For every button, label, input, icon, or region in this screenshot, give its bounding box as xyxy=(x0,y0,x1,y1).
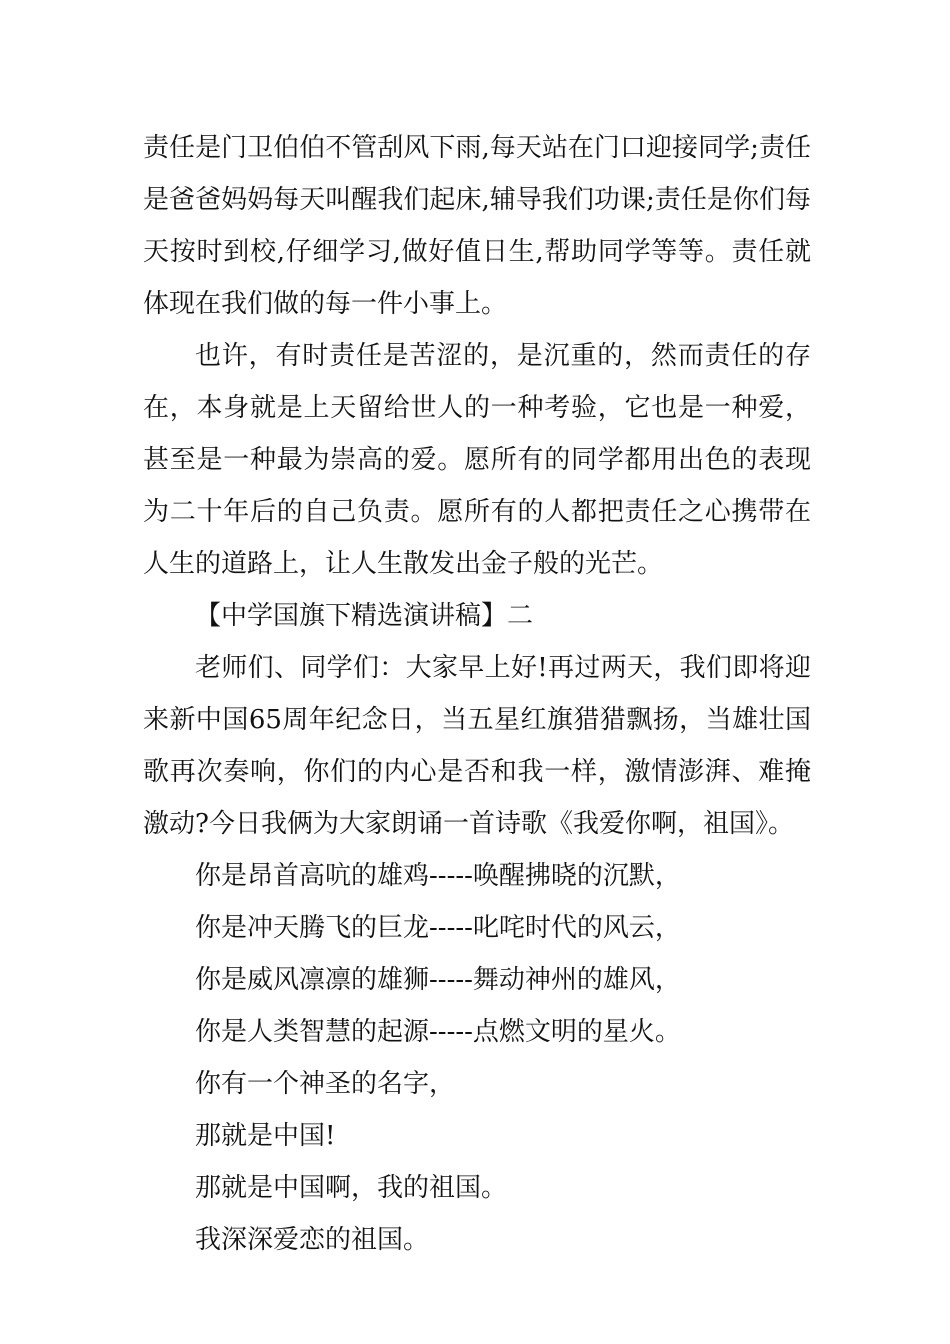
paragraph-responsibility-examples: 责任是门卫伯伯不管刮风下雨,每天站在门口迎接同学;责任是爸爸妈妈每天叫醒我们起床,辅导我们功课;责任是你们每天按时到校,仔细学习,做好值日生,帮助同学等等。责任就体现在我们做的每一件小事上。 xyxy=(143,133,811,319)
poem-line: 你是冲天腾飞的巨龙-----叱咤时代的风云， xyxy=(195,913,681,943)
poem-line: 你是人类智慧的起源-----点燃文明的星火。 xyxy=(195,1017,681,1047)
poem-line: 我深深爱恋的祖国。 xyxy=(195,1225,430,1255)
poem-line: 那就是中国啊，我的祖国。 xyxy=(195,1173,508,1203)
poem-line: 你是昂首高吭的雄鸡-----唤醒拂晓的沉默， xyxy=(195,861,681,891)
poem-line: 你是威风凛凛的雄狮-----舞动神州的雄风， xyxy=(195,965,681,995)
poem-line: 你有一个神圣的名字， xyxy=(195,1069,456,1099)
paragraph-responsibility-meaning: 也许，有时责任是苦涩的，是沉重的，然而责任的存在，本身就是上天留给世人的一种考验，它也是一种爱，甚至是一种最为崇高的爱。愿所有的同学都用出色的表现为二十年后的自己负责。愿所有的人都把责任之心携带在人生的道路上，让人生散发出金子般的光芒。 xyxy=(143,341,811,579)
document-body xyxy=(143,122,811,1266)
paragraph-speech-opening: 老师们、同学们：大家早上好!再过两天，我们即将迎来新中国65周年纪念日，当五星红旗猎猎飘扬，当雄壮国歌再次奏响，你们的内心是否和我一样，激情澎湃、难掩激动?今日我俩为大家朗诵一首诗歌《我爱你啊，祖国》。 xyxy=(143,653,811,839)
poem-line: 那就是中国! xyxy=(195,1121,336,1151)
section-heading: 【中学国旗下精选演讲稿】二 xyxy=(195,601,534,631)
